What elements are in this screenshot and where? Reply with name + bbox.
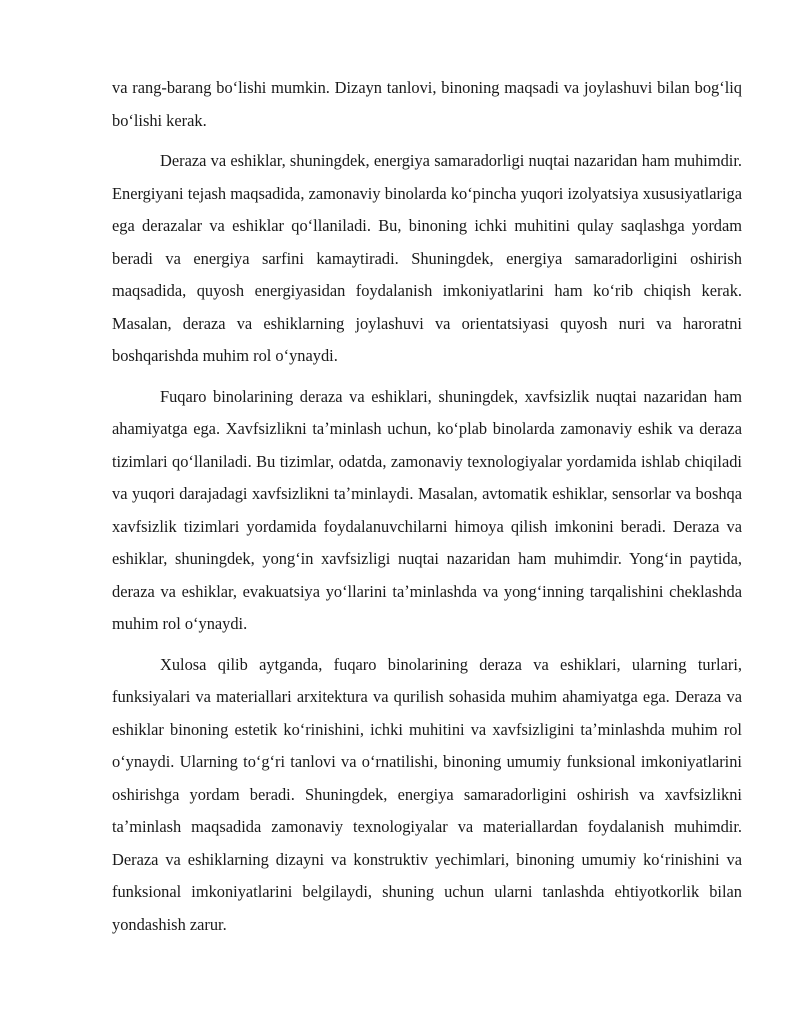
document-body [112, 72, 742, 949]
paragraph-conclusion: Xulosa qilib aytganda, fuqaro binolarining deraza va eshiklari, ularning turlari, funksiyalari va materiallari arxitektura va qurilish sohasida muhim ahamiyatga ega. Deraza va eshiklar binoning estetik koʻrinishini, ichki muhitini va xavfsizligini taʼminlashda muhim rol oʻynaydi. Ularning toʻgʻri tanlovi va oʻrnatilishi, binoning umumiy funksional imkoniyatlarini oshirishga yordam beradi. Shuningdek, energiya samaradorligini oshirish va xavfsizlikni taʼminlash maqsadida zamonaviy texnologiyalar va materiallardan foydalanish muhimdir. Deraza va eshiklarning dizayni va konstruktiv yechimlari, binoning umumiy koʻrinishini va funksional imkoniyatlarini belgilaydi, shuning uchun ularni tanlashda ehtiyotkorlik bilan yondashish zarur. [112, 654, 742, 934]
paragraph-security: Fuqaro binolarining deraza va eshiklari, shuningdek, xavfsizlik nuqtai nazaridan ham ahamiyatga ega. Xavfsizlikni taʼminlash uchun, koʻplab binolarda zamonaviy eshik va deraza tizimlari qoʻllaniladi. Bu tizimlar, odatda, zamonaviy texnologiyalar yordamida ishlab chiqiladi va yuqori darajadagi xavfsizlikni taʼminlaydi. Masalan, avtomatik eshiklar, sensorlar va boshqa xavfsizlik tizimlari yordamida foydalanuvchilarni himoya qilish imkonini beradi. Deraza va eshiklar, shuningdek, yongʻin xavfsizligi nuqtai nazaridan ham muhimdir. Yongʻin paytida, deraza va eshiklar, evakuatsiya yoʻllarini taʼminlashda va yongʻinning tarqalishini cheklashda muhim rol oʻynaydi. [112, 386, 742, 633]
paragraph-continued: va rang-barang boʻlishi mumkin. Dizayn tanlovi, binoning maqsadi va joylashuvi bilan bogʻliq boʻlishi kerak. [112, 78, 742, 130]
paragraph-energy-efficiency: Deraza va eshiklar, shuningdek, energiya samaradorligi nuqtai nazaridan ham muhimdir. Energiyani tejash maqsadida, zamonaviy binolarda koʻpincha yuqori izolyatsiya xususiyatlariga ega derazalar va eshiklar qoʻllaniladi. Bu, binoning ichki muhitini qulay saqlashga yordam beradi va energiya sarfini kamaytiradi. Shuningdek, energiya samaradorligini oshirish maqsadida, quyosh energiyasidan foydalanish imkoniyatlarini ham koʻrib chiqish kerak. Masalan, deraza va eshiklarning joylashuvi va orientatsiyasi quyosh nuri va haroratni boshqarishda muhim rol oʻynaydi. [112, 151, 742, 365]
